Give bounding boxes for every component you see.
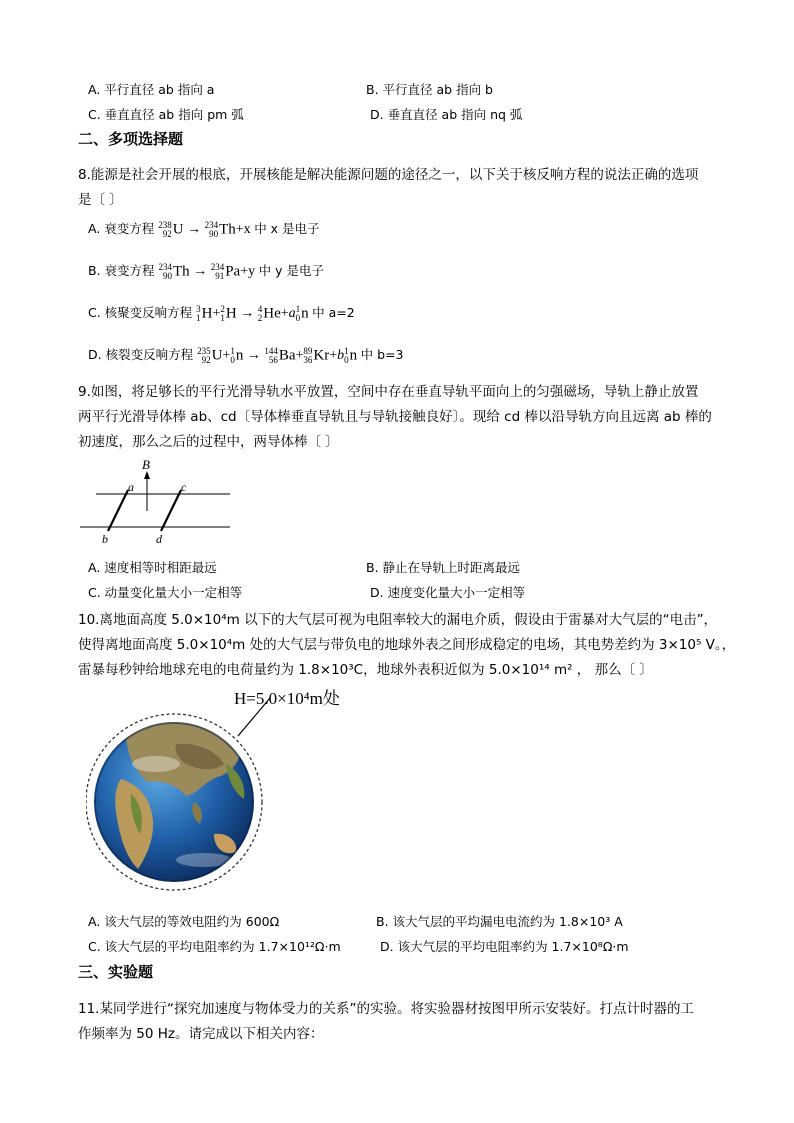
q8-option-c-prefix: C. 核聚变反响方程 [88,305,193,320]
q8-equation-a: 238 92 U → 234 90 Th+x [158,219,251,239]
magnetic-field-arrowhead [144,471,150,479]
q8-stem-line1: 8.能源是社会开展的根底，开展核能是解决能源问题的途径之一，以下关于核反响方程的说法正确的选项 [78,167,699,183]
q8-equation-d: 235 92 U+ 1 0 n → 144 56 Ba+ 89 36 Kr+b 1 0 n [197,345,358,365]
rod-ab [108,490,128,531]
q8-option-a-prefix: A. 衰变方程 [88,221,155,236]
q10-option-c: C. 该大气层的平均电阻率约为 1.7×10¹²Ω·m [88,939,341,954]
q8-equation-b: 234 90 Th → 234 91 Pa+y [158,261,256,281]
q10-option-b: B. 该大气层的平均漏电电流约为 1.8×10³ A [376,914,623,929]
q9-stem-line2: 两平行光滑导体棒 ab、cd〔导体棒垂直导轨且与导轨接触良好〕。现给 cd 棒以沿导轨方向且远离 ab 棒的 [78,409,712,425]
q8-option-b [88,261,324,281]
label-d: d [156,532,162,546]
q10-option-d: D. 该大气层的平均电阻率约为 1.7×10⁸Ω·m [380,939,629,954]
q8-option-c [88,303,355,323]
q8-option-c-suffix: 中 a=2 [312,305,355,320]
q8-option-d [88,345,403,365]
earth-globe [94,717,254,882]
q7-option-a: A. 平行直径 ab 指向 a [88,82,215,97]
q9-option-d: D. 速度变化量大小一定相等 [370,585,526,600]
q8-option-a-suffix: 中 x 是电子 [254,221,320,236]
q9-option-c: C. 动量变化量大小一定相等 [88,585,243,600]
label-b-field: B [142,457,150,472]
q8-option-d-prefix: D. 核裂变反响方程 [88,347,194,362]
rod-cd [161,490,181,531]
q10-earth-diagram [86,684,376,896]
q10-option-a: A. 该大气层的等效电阻约为 600Ω [88,914,280,929]
q9-option-a: A. 速度相等时相距最远 [88,560,217,575]
q8-equation-c: 3 1 H+ 2 1 H → 4 2 He+a 1 0 n [196,303,309,323]
section-heading-multiple-choice: 二、多项选择题 [78,130,184,148]
q8-option-b-prefix: B. 衰变方程 [88,263,155,278]
q11-stem-line1: 11.某同学进行“探究加速度与物体受力的关系”的实验。将实验器材按图甲所示安装好。打点计时器的工 [78,1001,694,1017]
q10-stem-line3: 雷暴每秒钟给地球充电的电荷量约为 1.8×10³C，地球外表积近似为 5.0×10¹⁴ m² ， 那么〔 〕 [78,662,653,678]
q8-option-a [88,219,320,239]
q9-option-b: B. 静止在导轨上时距离最远 [366,560,521,575]
q7-option-b: B. 平行直径 ab 指向 b [366,82,493,97]
q7-option-c: C. 垂直直径 ab 指向 pm 弧 [88,107,244,122]
section-heading-experiment: 三、实验题 [78,963,154,981]
q11-stem-line2: 作频率为 50 Hz。请完成以下相关内容： [78,1026,324,1042]
q9-rail-diagram [78,457,238,549]
label-b-rod: b [102,532,108,546]
q10-stem-line2: 使得离地面高度 5.0×10⁴m 处的大气层与带负电的地球外表之间形成稳定的电场，其电势差约为 3×10⁵ V。， [78,637,736,653]
q7-option-d: D. 垂直直径 ab 指向 nq 弧 [370,107,523,122]
q9-stem-line1: 9.如图，将足够长的平行光滑导轨水平放置，空间中存在垂直导轨平面向上的匀强磁场，导轨上静止放置 [78,384,699,400]
q9-stem-line3: 初速度，那么之后的过程中，两导体棒〔 〕 [78,434,339,450]
q8-option-d-suffix: 中 b=3 [360,347,404,362]
height-label: H=5.0×10⁴m处 [234,689,340,708]
label-c: c [181,480,187,494]
q8-option-b-suffix: 中 y 是电子 [258,263,324,278]
q8-stem-line2: 是〔 〕 [78,192,123,208]
q10-stem-line1: 10.离地面高度 5.0×10⁴m 以下的大气层可视为电阻率较大的漏电介质，假设由于雷暴对大气层的“电击”， [78,612,718,628]
label-a: a [128,480,134,494]
